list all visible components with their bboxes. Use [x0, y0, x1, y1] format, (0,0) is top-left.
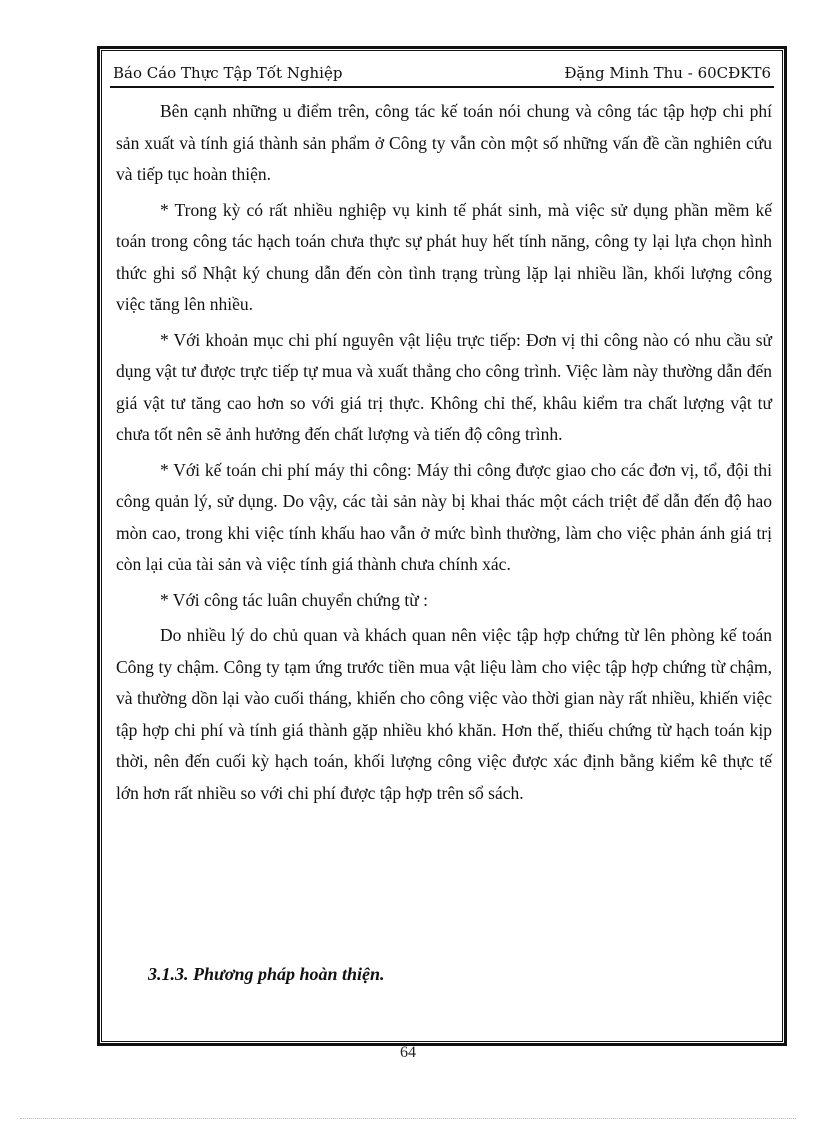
paragraph-documents-detail: Do nhiều lý do chủ quan và khách quan nên việc tập hợp chứng từ lên phòng kế toán Công ty chậm. Công ty tạm ứng trước tiền mua vật liệu làm cho việc tập hợp chứng từ chậm, và thường dồn lại vào cuối tháng, khiến cho công việc vào thời gian này rất nhiều, khiến việc tập hợp chi phí và tính giá thành gặp nhiều khó khăn. Hơn thế, thiếu chứng từ hạch toán kịp thời, nên đến cuối kỳ hạch toán, khối lượng công việc được xác định bằng kiểm kê thực tế lớn hơn rất nhiều so với chi phí được tập hợp trên sổ sách. — [116, 625, 772, 803]
body-text — [116, 96, 772, 813]
header-divider — [110, 86, 774, 88]
paragraph-materials-cost: * Với khoản mục chi phí nguyên vật liệu trực tiếp: Đơn vị thi công nào có nhu cầu sử dụng vật tư được trực tiếp tự mua và xuất thẳng cho công trình. Việc làm này thường dẫn đến giá vật tư tăng cao hơn so với giá trị thực. Không chỉ thế, khâu kiểm tra chất lượng vật tư chưa tốt nên sẽ ảnh hưởng đến chất lượng và tiến độ công trình. — [116, 329, 772, 444]
header-author: Đặng Minh Thu - 60CĐKT6 — [564, 64, 771, 82]
paragraph-accounting-software: * Trong kỳ có rất nhiều nghiệp vụ kinh tế phát sinh, mà việc sử dụng phần mềm kế toán trong công tác hạch toán chưa thực sự phát huy hết tính năng, công ty lại lựa chọn hình thức ghi sổ Nhật ký chung dẫn đến còn tình trạng trùng lặp lại nhiều lần, khối lượng công việc tăng lên nhiều. — [116, 199, 772, 314]
running-header — [113, 60, 773, 84]
paragraph-documents-heading: * Với công tác luân chuyển chứng từ : — [160, 589, 428, 610]
page-edge-dotted-line — [20, 1118, 796, 1119]
paragraph-machine-cost: * Với kế toán chi phí máy thi công: Máy thi công được giao cho các đơn vị, tổ, đội thi công quản lý, sử dụng. Do vậy, các tài sản này bị khai thác một cách triệt để dẫn đến độ hao mòn cao, trong khi việc tính khấu hao vẫn ở mức bình thường, làm cho việc phản ánh giá trị còn lại của tài sản và việc tính giá thành chưa chính xác. — [116, 459, 772, 574]
section-heading: 3.1.3. Phương pháp hoàn thiện. — [148, 964, 385, 984]
page-number: 64 — [400, 1044, 416, 1061]
header-report-title: Báo Cáo Thực Tập Tốt Nghiệp — [113, 64, 343, 82]
paragraph-intro: Bên cạnh những u điểm trên, công tác kế toán nói chung và công tác tập hợp chi phí sản xuất và tính giá thành sản phẩm ở Công ty vẫn còn một số những vấn đề cần nghiên cứu và tiếp tục hoàn thiện. — [116, 101, 772, 184]
